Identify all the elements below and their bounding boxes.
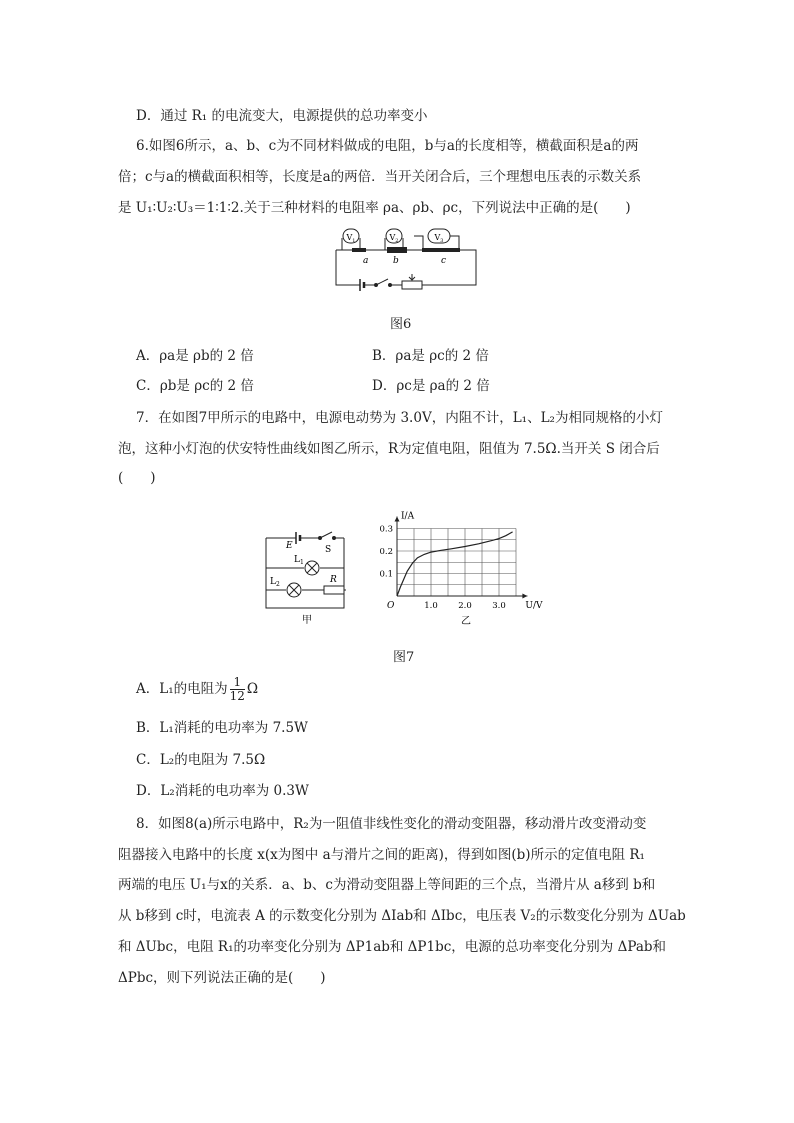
resistor-b: [387, 247, 407, 253]
fraction-denominator: 12: [229, 689, 245, 703]
q8-line-4: 从 b移到 c时，电流表 A 的示数变化分别为 ΔIab和 ΔIbc，电压表 V₂的示数变化分别为 ΔUab: [118, 908, 686, 924]
q6-line-2: 倍；c与a的横截面积相等，长度是a的两倍．当开关闭合后，三个理想电压表的示数关系: [118, 169, 642, 185]
label-a: a: [363, 256, 369, 266]
y-axis-arrow: [395, 517, 400, 522]
q7-option-a-unit: Ω: [246, 681, 259, 697]
voltmeter-v2: [386, 229, 402, 244]
q8-line-3: 两端的电压 U₁与x的关系．a、b、c为滑动变阻器上等间距的三个点，当滑片从 a移到 b和: [118, 877, 656, 893]
x-axis-arrow: [522, 594, 527, 599]
label-jia: 甲: [302, 615, 312, 626]
figure-6-caption: 图6: [390, 317, 412, 332]
q8-line-6: ΔPbc，则下列说法正确的是( ): [118, 970, 326, 986]
y-tick-label: 0.1: [379, 569, 393, 580]
lamp-l1: [305, 561, 319, 575]
q8-line-1: 8．如图8(a)所示电路中，R₂为一阻值非线性变化的滑动变阻器，移动滑片改变滑动变: [136, 816, 647, 832]
q6-option-a: A．ρa是 ρb的 2 倍: [136, 348, 254, 364]
q7-line-1: 7．在如图7甲所示的电路中，电源电动势为 3.0V，内阻不计，L₁、L₂为相同规格的小灯: [136, 410, 663, 426]
q6-option-c: C．ρb是 ρc的 2 倍: [136, 378, 254, 394]
q6-option-d: D．ρc是 ρa的 2 倍: [372, 378, 490, 394]
label-c: c: [441, 256, 447, 266]
q7-option-a-prefix: A．L₁的电阻为: [136, 681, 228, 697]
q7-option-c: C．L₂的电阻为 7.5Ω: [136, 752, 266, 768]
q8-line-2: 阻器接入电路中的长度 x(x为图中 a与滑片之间的距离)，得到如图(b)所示的定值电阻 R₁: [118, 847, 645, 863]
fraction-numerator: 1: [230, 676, 245, 690]
q6-option-b: B．ρa是 ρc的 2 倍: [372, 348, 489, 364]
q7-option-d: D．L₂消耗的电功率为 0.3W: [136, 783, 309, 799]
x-tick-label: 2.0: [458, 601, 472, 611]
figure-7-iv-chart: [375, 504, 545, 628]
y-tick-label: 0.2: [379, 547, 393, 557]
svg-text:V1: $V_1$: [346, 233, 356, 244]
y-axis-label: I/A: [401, 511, 415, 522]
label-s: S: [325, 545, 332, 555]
fraction: [230, 676, 245, 703]
q7-option-a: [136, 676, 258, 703]
figure-7-circuit: [258, 520, 358, 628]
resistor-a: [352, 248, 366, 252]
prev-option-d: D．通过 R₁ 的电流变大，电源提供的总功率变小: [136, 108, 428, 124]
y-tick-label: 0.3: [379, 524, 393, 535]
x-tick-label: 1.0: [424, 601, 438, 611]
iv-curve: [397, 532, 513, 596]
lamp-l2: [287, 583, 301, 597]
svg-text:V2: $V_2$: [389, 233, 399, 244]
x-tick-label: 3.0: [492, 601, 506, 611]
q6-line-3: 是 U₁∶U₂∶U₃＝1∶1∶2.关于三种材料的电阻率 ρa、ρb、ρc，下列说法中正确的是( ): [118, 200, 631, 216]
label-yi: 乙: [461, 616, 471, 627]
q8-line-5: 和 ΔUbc，电阻 R₁的功率变化分别为 ΔP1ab和 ΔP1bc，电源的总功率变化分别为 ΔPab和: [118, 939, 667, 955]
origin-label: O: [387, 601, 395, 611]
resistor-c: [422, 248, 460, 252]
q7-line-3: ( ): [118, 470, 156, 486]
q7-line-2: 泡，这种小灯泡的伏安特性曲线如图乙所示，R为定值电阻，阻值为 7.5Ω.当开关 S 闭合后: [118, 441, 660, 457]
label-e: E: [286, 541, 293, 551]
label-l1: $L_1$: [294, 555, 304, 566]
voltmeter-v1: [343, 229, 359, 244]
q6-line-1: 6.如图6所示，a、b、c为不同材料做成的电阻，b与a的长度相等，横截面积是a的两: [136, 138, 639, 154]
figure-6-circuit: [330, 225, 482, 297]
label-r: R: [330, 575, 337, 585]
label-b: b: [393, 256, 399, 266]
x-axis-label: U/V: [525, 601, 543, 611]
q7-option-b: B．L₁消耗的电功率为 7.5W: [136, 720, 308, 736]
label-l2: $L_2$: [270, 577, 280, 588]
figure-7-caption: 图7: [393, 650, 415, 665]
svg-text:V3: $V_3$: [434, 233, 444, 244]
voltmeter-v3: [428, 229, 450, 244]
